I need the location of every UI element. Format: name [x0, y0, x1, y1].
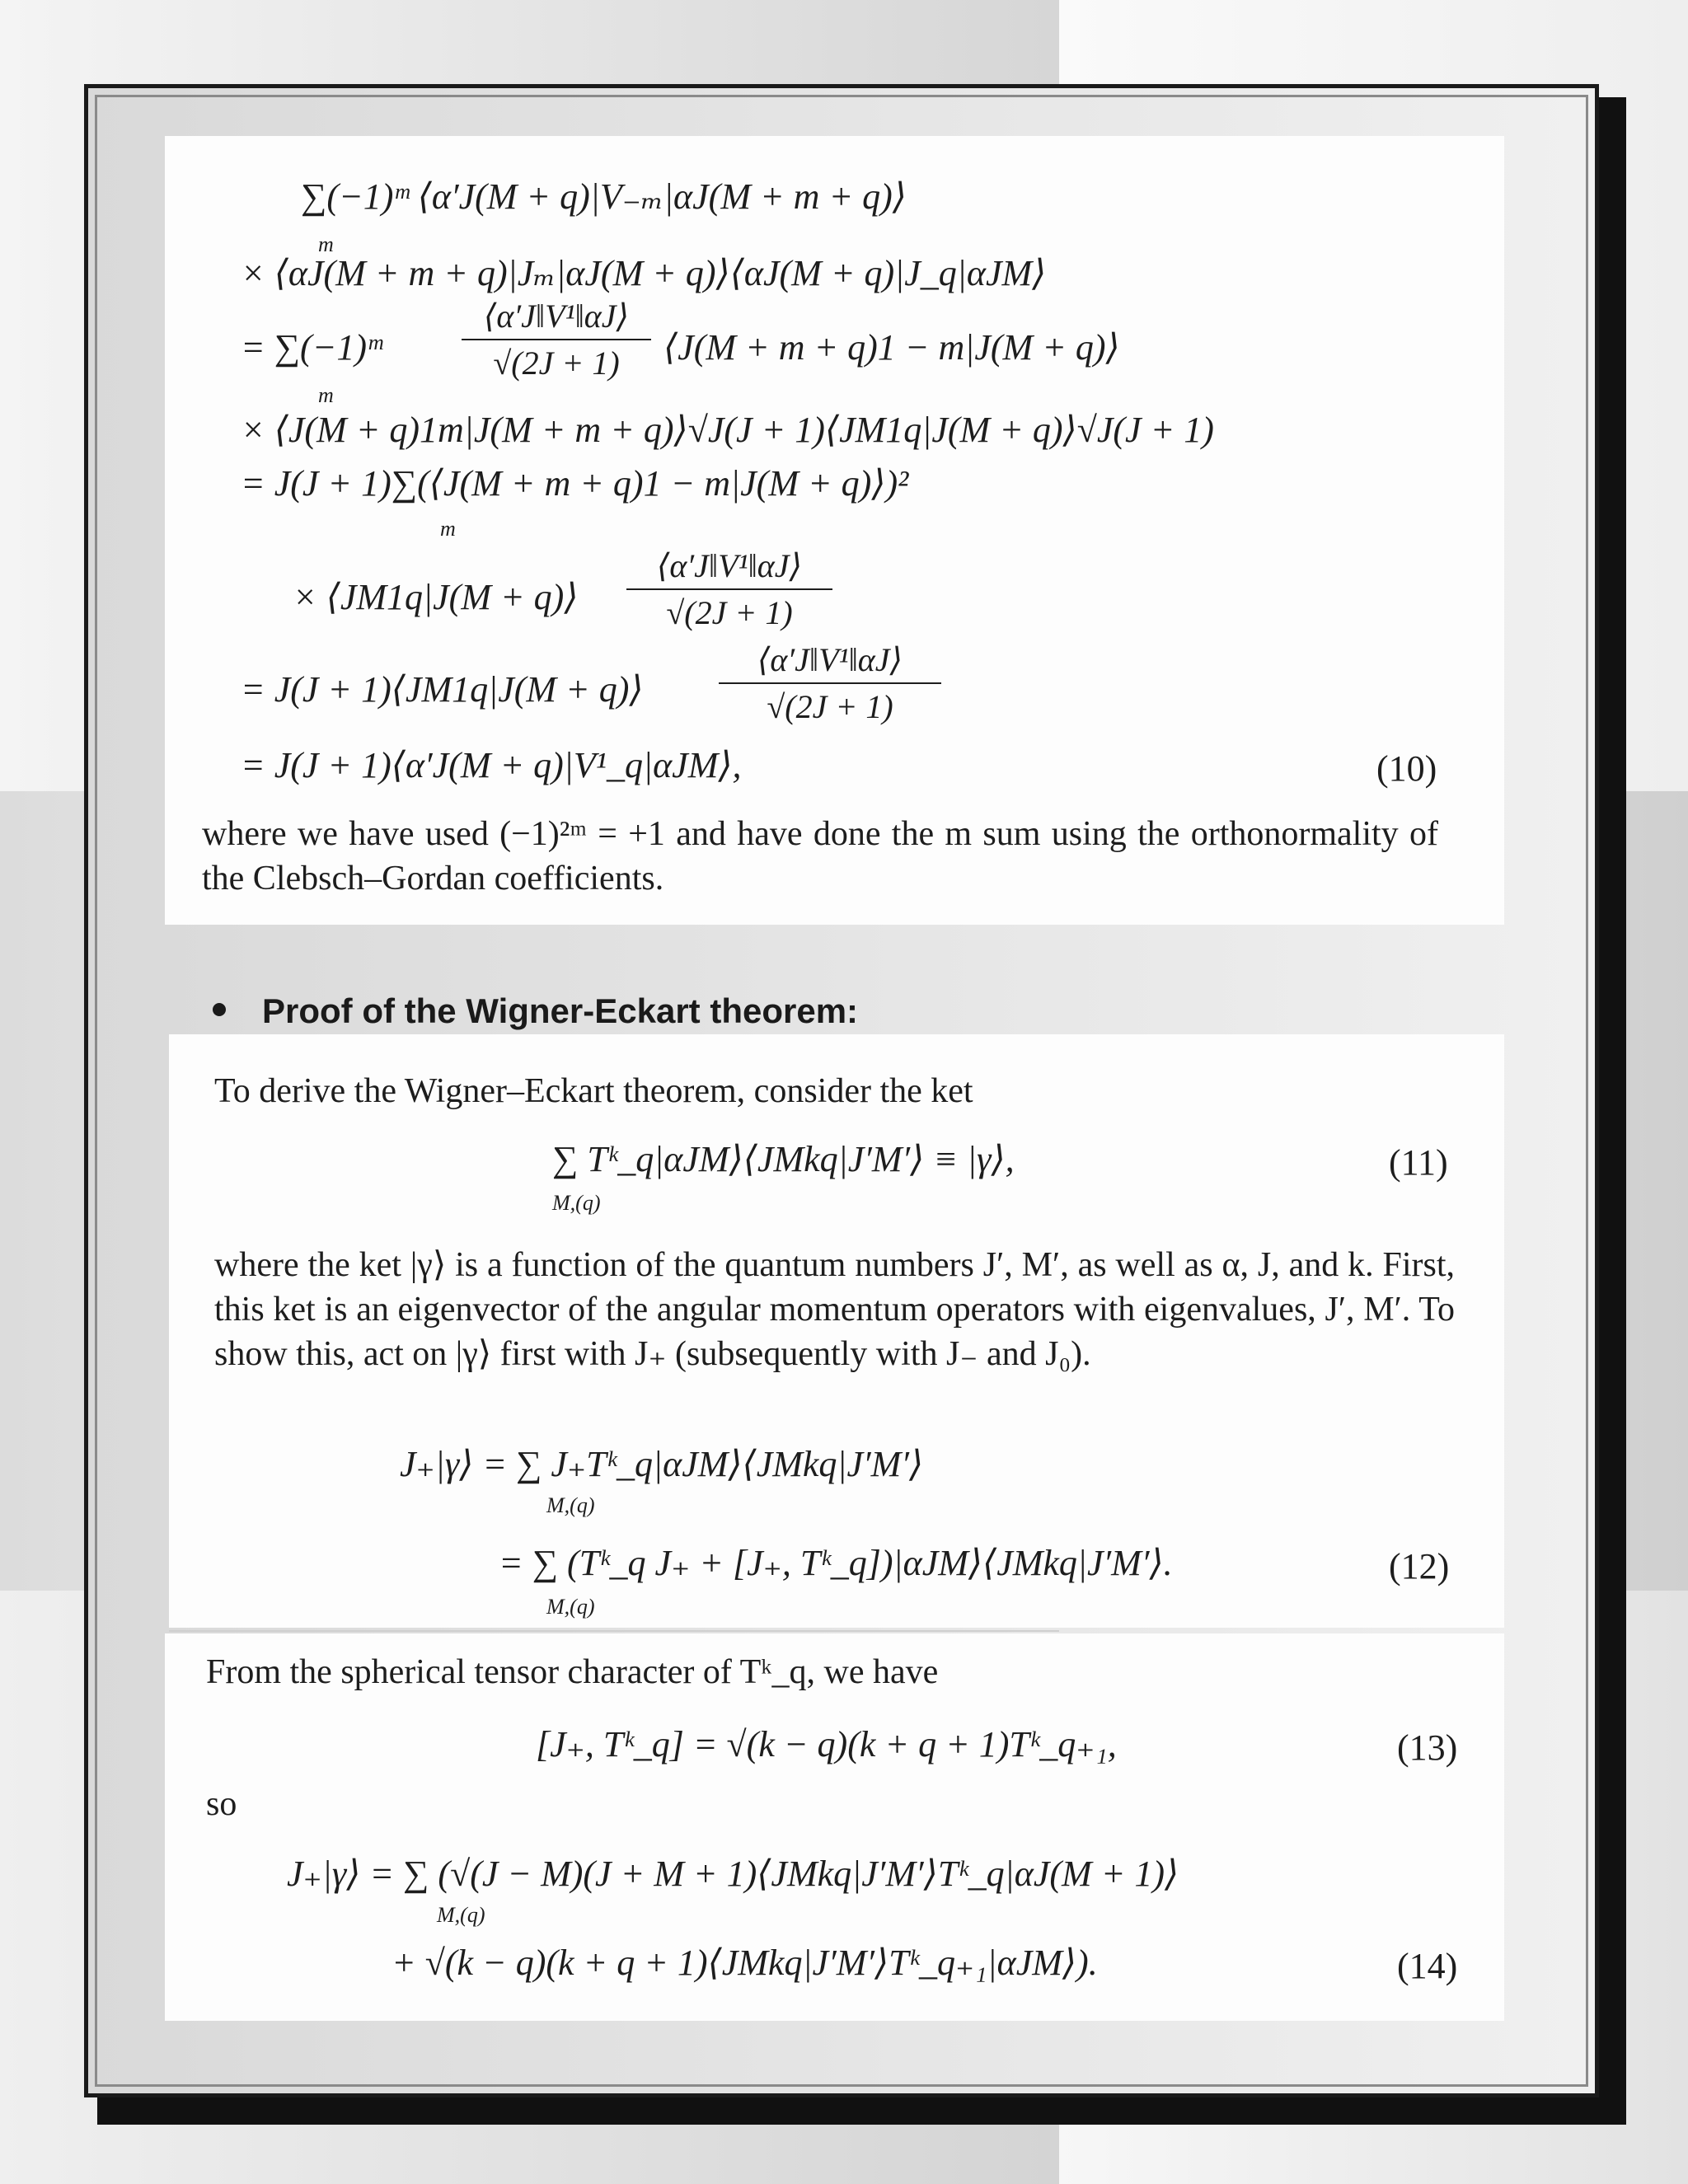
tensor-intro: From the spherical tensor character of Tᵏ_q, we have [206, 1653, 939, 1691]
equation-number-11: (11) [1389, 1142, 1448, 1183]
equation-number-10: (10) [1376, 748, 1437, 789]
sum-index: m [318, 232, 334, 256]
fraction-bar [719, 682, 941, 684]
derivation-line-7-prefix: = J(J + 1)⟨JM1q|J(M + q)⟩ [241, 669, 644, 710]
equation-number-12: (12) [1389, 1546, 1450, 1586]
equation-12a: J₊|γ⟩ = ∑ J₊Tᵏ_q|αJM⟩⟨JMkq|J′M′⟩ [400, 1444, 924, 1484]
fraction-numerator: ⟨α′J‖V¹‖αJ⟩ [757, 641, 903, 678]
derivation-line-3-fraction [462, 297, 651, 382]
equation-14a: J₊|γ⟩ = ∑ (√(J − M)(J + M + 1)⟨JMkq|J′M′⟩Tᵏ_q|αJ(M + 1)⟩ [287, 1854, 1179, 1894]
section-heading: Proof of the Wigner-Eckart theorem: [262, 991, 859, 1030]
fraction-bar [626, 588, 832, 590]
fraction-denominator: √(2J + 1) [666, 594, 793, 631]
section-divider [169, 1630, 1059, 1632]
equation-number-14: (14) [1397, 1946, 1458, 1986]
derivation-line-6-fraction [626, 546, 832, 632]
derivation-line-3-suffix: ⟨J(M + m + q)1 − m|J(M + q)⟩ [663, 327, 1120, 368]
derivation-line-5: = J(J + 1)∑(⟨J(M + m + q)1 − m|J(M + q)⟩)² [241, 463, 909, 504]
sum-index: m [440, 517, 456, 541]
derivation-line-7-fraction [719, 640, 941, 726]
fraction-bar [462, 339, 651, 340]
so-label: so [206, 1785, 237, 1823]
derivation-line-1: ∑(−1)ᵐ ⟨α′J(M + q)|V₋ₘ|αJ(M + m + q)⟩ [301, 176, 907, 217]
proof-panel [169, 1034, 1504, 1628]
equation-number-13: (13) [1397, 1727, 1458, 1768]
fraction-denominator: √(2J + 1) [493, 344, 620, 382]
derivation-note: where we have used (−1)²ᵐ = +1 and have done the m sum using the orthonormality of the Clebsch–Gordan coefficients. [202, 815, 1438, 898]
sum-index: m [318, 383, 334, 407]
sum-index: M,(q) [437, 1903, 485, 1927]
proof-paragraph: where the ket |γ⟩ is a function of the quantum numbers J′, M′, as well as α, J, and k. First, this ket is an eigenvector of the angular momentum operators with eigenvalues, J′, M′. To show this, act on |γ⟩ first with J₊ (subsequently with J₋ and J₀). [214, 1246, 1455, 1373]
derivation-line-3-prefix: = ∑(−1)ᵐ [241, 327, 382, 368]
sum-index: M,(q) [546, 1595, 595, 1619]
derivation-line-2: × ⟨αJ(M + m + q)|Jₘ|αJ(M + q)⟩⟨αJ(M + q)|J_q|αJM⟩ [241, 253, 1047, 293]
proof-intro: To derive the Wigner–Eckart theorem, consider the ket [214, 1072, 973, 1110]
derivation-line-4: × ⟨J(M + q)1m|J(M + m + q)⟩√J(J + 1)⟨JM1q|J(M + q)⟩√J(J + 1) [241, 410, 1214, 450]
equation-14b: + √(k − q)(k + q + 1)⟨JMkq|J′M′⟩Tᵏ_q₊₁|αJM⟩). [392, 1943, 1098, 1983]
equation-11: ∑ Tᵏ_q|αJM⟩⟨JMkq|J′M′⟩ ≡ |γ⟩, [552, 1139, 1015, 1179]
fraction-numerator: ⟨α′J‖V¹‖αJ⟩ [483, 298, 630, 335]
fraction-numerator: ⟨α′J‖V¹‖αJ⟩ [656, 547, 803, 584]
derivation-line-6-prefix: × ⟨JM1q|J(M + q)⟩ [293, 577, 579, 617]
bullet-icon [213, 1003, 226, 1016]
derivation-line-8: = J(J + 1)⟨α′J(M + q)|V¹_q|αJM⟩, [241, 745, 742, 785]
derivation-panel [165, 136, 1504, 925]
sum-index: M,(q) [552, 1191, 601, 1215]
fraction-denominator: √(2J + 1) [767, 688, 893, 725]
sum-index: M,(q) [546, 1493, 595, 1517]
tensor-panel [165, 1633, 1504, 2021]
equation-12b: = ∑ (Tᵏ_q J₊ + [J₊, Tᵏ_q])|αJM⟩⟨JMkq|J′M′⟩. [499, 1543, 1173, 1583]
equation-13: [J₊, Tᵏ_q] = √(k − q)(k + q + 1)Tᵏ_q₊₁, [536, 1724, 1117, 1765]
